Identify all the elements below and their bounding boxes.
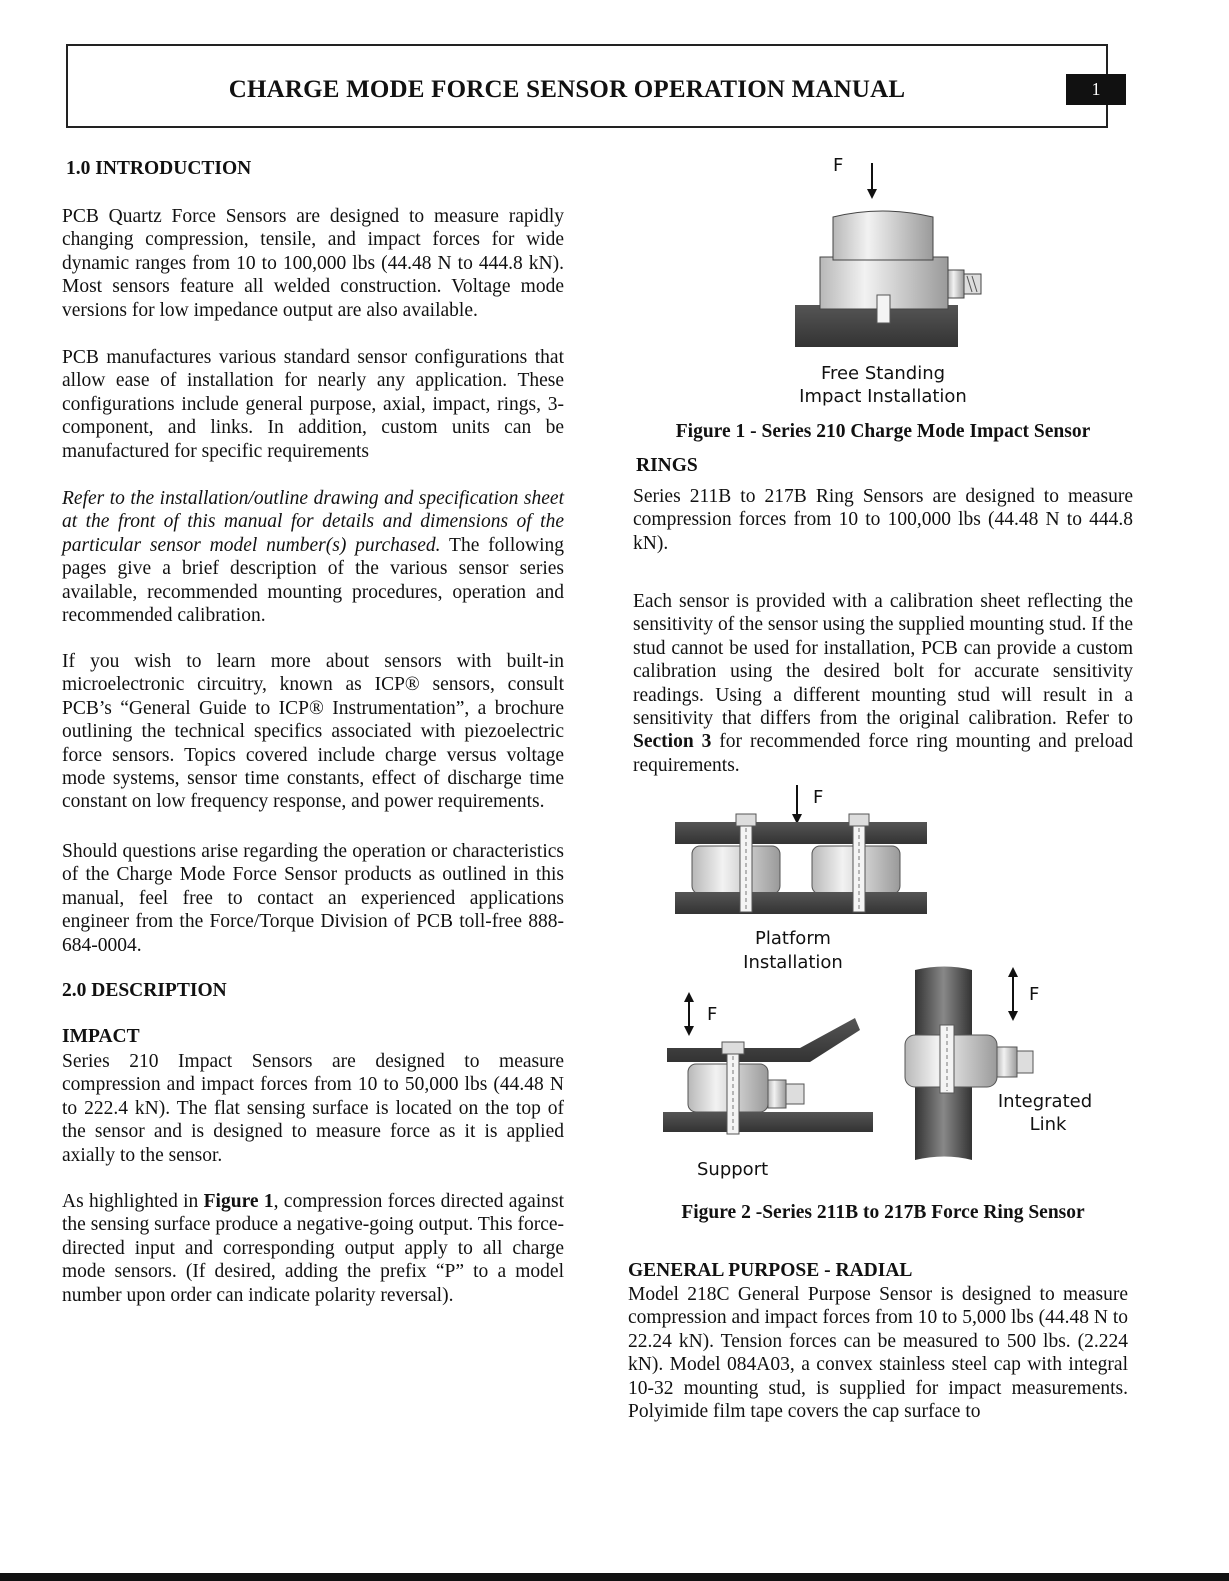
rings-p2-a: Each sensor is provided with a calibration sheet reflecting the sensitivity of the sensor using the supplied mounting stud. If the stud cannot be used for installation, PCB can provide a custom calibration using the desired bolt for accurate sensitivity readings. Using a different mounting stud will result in a sensitivity that differs from the original calibration. Refer to [633,591,1133,730]
impact-paragraph-2 [62,1190,564,1307]
rings-heading: RINGS [636,455,698,476]
link-force-label: F [1029,984,1040,1005]
page-number-tab: 1 [1066,74,1126,105]
figure-1-reference: Figure 1 [203,1191,274,1212]
platform-label-line-2: Installation [743,952,843,973]
section-3-reference: Section 3 [633,731,712,753]
rings-p2-b: for recommended force ring mounting and preload requirements. [633,731,1133,776]
figure-1-label-line-1: Free Standing [820,363,946,384]
intro-paragraph-1: PCB Quartz Force Sensors are designed to measure rapidly changing compression, tensile, and impact forces for wide dynamic ranges from 10 to 100,000 lbs (44.48 N to 444.8 kN). Most sensors feature all welded construction. Voltage mode versions for low impedance output are also available. [62,206,564,321]
platform-label-line-1: Platform [755,928,831,949]
impact-paragraph-1: Series 210 Impact Sensors are designed to measure compression and impact forces from 10 to 50,000 lbs (44.48 N to 222.4 kN). The flat sensing surface is located on the top of the sensor and is designed to measure force as it is applied axially to the sensor. [62,1051,564,1166]
bottom-edge [0,1573,1229,1581]
intro-paragraph-3 [62,487,564,627]
figure-1-caption: Figure 1 - Series 210 Charge Mode Impact Sensor [675,421,1091,442]
intro-paragraph-3-rest: The following pages give a brief description of the various sensor series available, recommended mounting procedures, operation and recommended calibration. [62,534,565,627]
impact-p2-a: As highlighted in [62,1191,204,1212]
impact-sensor-illustration [790,155,990,355]
intro-heading: 1.0 INTRODUCTION [66,158,252,179]
figure-2-caption: Figure 2 -Series 211B to 217B Force Ring Sensor [681,1202,1085,1223]
intro-paragraph-4: If you wish to learn more about sensors with built-in microelectronic circuitry, known as ICP® sensors, consult PCB’s “General Guide to ICP® Instrumentation”, a brochure outlining the technical specifics associated with piezoelectric force sensors. Topics covered include charge versus voltage mode systems, sensor time constants, effect of discharge time constant on low frequency response, and power requirements. [62,651,564,813]
intro-paragraph-2: PCB manufactures various standard sensor configurations that allow ease of installation for nearly any application. These configurations include general purpose, axial, impact, rings, 3-component, and links. In addition, custom units can be manufactured for specific requirements [62,347,564,462]
impact-heading: IMPACT [62,1026,140,1047]
support-force-label: F [707,1004,718,1025]
support-installation-illustration [660,990,880,1150]
support-label: Support [697,1159,769,1180]
header-box [66,44,1108,128]
page-title: CHARGE MODE FORCE SENSOR OPERATION MANUAL [228,76,906,103]
general-purpose-paragraph: Model 218C General Purpose Sensor is designed to measure compression and impact forces from 10 to 5,000 lbs (44.48 N to 22.24 kN). Tension forces can be measured to 500 lbs. (2.224 kN). Model 084A03, a convex stainless steel cap with integral 10-32 mounting stud, is supplied for impact measurements. Polyimide film tape covers the cap surface to [628,1284,1128,1423]
intro-paragraph-3-italic: Refer to the installation/outline drawing and specification sheet at the front of this manual for details and dimensions of the particular sensor model number(s) purchased. [62,488,564,556]
platform-installation-illustration [670,780,930,920]
general-purpose-heading: GENERAL PURPOSE - RADIAL [628,1260,913,1281]
link-label-line-2: Link [1029,1114,1067,1135]
description-heading: 2.0 DESCRIPTION [62,980,227,1001]
link-label-line-1: Integrated [997,1091,1093,1112]
platform-force-label: F [813,787,824,808]
intro-paragraph-5: Should questions arise regarding the operation or characteristics of the Charge Mode Force Sensor products as outlined in this manual, feel free to contact an experienced applications engineer from the Force/Torque Division of PCB toll-free 888-684-0004. [62,841,564,956]
rings-paragraph-1: Series 211B to 217B Ring Sensors are designed to measure compression forces from 10 to 100,000 lbs (44.48 N to 444.8 kN). [633,486,1133,554]
impact-p2-b: , compression forces directed against the sensing surface produce a negative-going output. This force-directed input and corresponding output apply to all charge mode sensors. (If desired, adding the prefix “P” to a model number upon order can indicate polarity reversal). [62,1191,565,1306]
force-label: F [833,155,844,176]
rings-paragraph-2 [633,590,1133,777]
figure-1-label-line-2: Impact Installation [799,386,967,407]
